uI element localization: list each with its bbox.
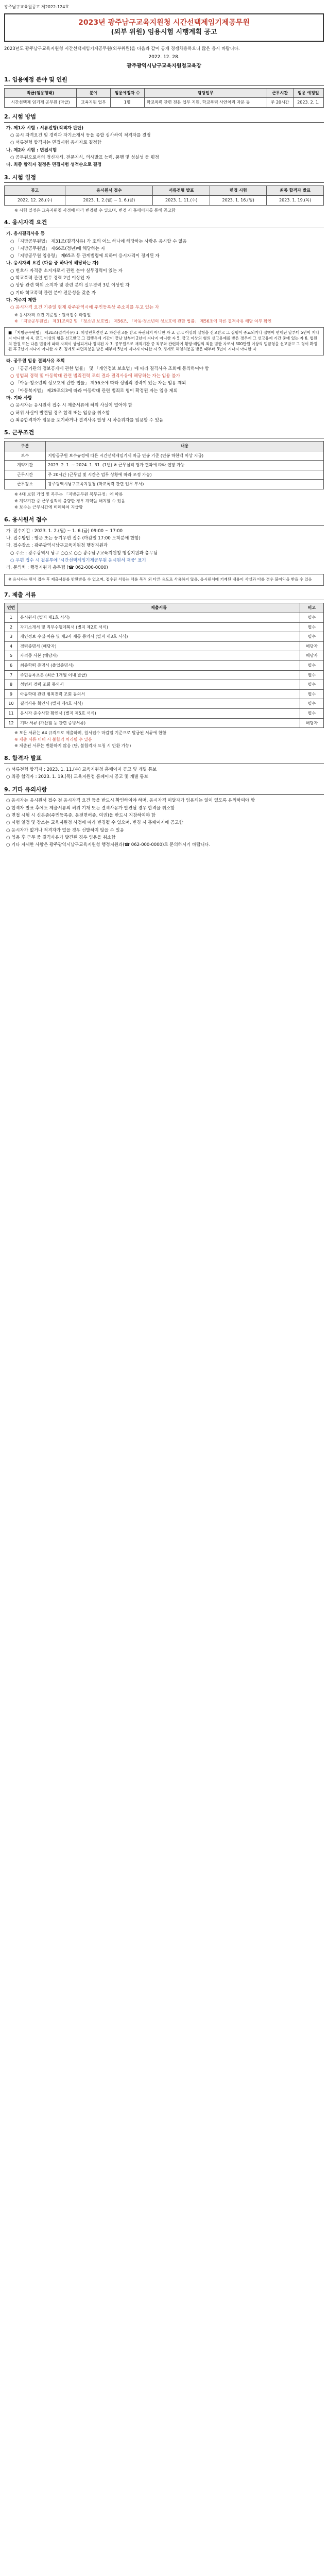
table-row xyxy=(5,480,324,489)
table-cell: 2023. 1. 2.(월) ~ 1. 6.(금) xyxy=(65,196,153,206)
col-header: 최종 합격자 발표 xyxy=(267,186,324,196)
list-item: 나. 응시자격 요건 (다음 중 하나에 해당하는 자) xyxy=(6,261,99,266)
table-row xyxy=(5,661,324,671)
section-title: 9. 기타 유의사항 xyxy=(4,786,324,795)
list-item: 가. 접수기간 : 2023. 1. 2.(월) ~ 1. 6.(금) 09:00 ~ 17:00 xyxy=(6,528,123,534)
table-cell: 10 xyxy=(5,699,18,709)
title-line1: 2023년 광주남구교육지원청 시간선택제임기제공무원 xyxy=(78,18,250,27)
list-item: ○ 기타 학교폭력 관련 분야 전문성을 갖춘 자 xyxy=(10,290,96,296)
table-cell: 2023. 1. 11.(수) xyxy=(153,196,210,206)
table-cell: 5 xyxy=(5,651,18,661)
note: ※ 시험 일정은 교육지원청 사정에 따라 변경될 수 있으며, 변경 시 홈페이지를 통해 공고함 xyxy=(14,208,176,213)
notice-date: 2022. 12. 28. xyxy=(148,55,180,60)
section-exam-method xyxy=(4,113,324,168)
list-item: 나. 제2차 시험 : 면접시험 xyxy=(6,147,57,153)
table-cell: 필수 xyxy=(300,661,324,671)
col-header: 연번 xyxy=(5,603,18,613)
note: ※ 계약기간 중 근무실적이 불량한 경우 계약을 해지할 수 있음 xyxy=(14,498,126,503)
list-item: ○ 성범죄 경력 및 아동학대 관련 범죄전력 조회 결과 결격사유에 해당하는 자는 임용 불가 xyxy=(10,373,180,379)
table-row xyxy=(5,632,324,642)
table-cell: 경력증명서 (해당자) xyxy=(18,641,300,651)
table-row xyxy=(5,98,324,108)
title-line2: (외부 위원) 임용시험 시행계획 공고 xyxy=(111,28,217,36)
section-eligibility xyxy=(4,218,324,423)
list-item: ○ 우편 접수 시 겉봉투에 '시간선택제임기제공무원 응시원서 재중' 표기 xyxy=(10,558,146,563)
table-cell: 필수 xyxy=(300,708,324,718)
table-cell: 8 xyxy=(5,680,18,690)
table-cell: 근무장소 xyxy=(5,480,46,489)
documents-table xyxy=(4,603,324,728)
table-cell: 2023. 2. 1. ~ 2024. 1. 31. (1년) ※ 근무실적 평가 결과에 따라 연장 가능 xyxy=(46,461,324,470)
section-announcement xyxy=(4,754,324,781)
list-item: ○ 응시자격 요건 기준일 현재 광주광역시에 주민등록상 주소지를 두고 있는 자 xyxy=(10,305,159,311)
table-cell: 1 xyxy=(5,613,18,623)
list-item: ○ 기타 자세한 사항은 광주광역시남구교육지원청 행정지원과(☎ 062-000-0000)로 문의하시기 바랍니다. xyxy=(6,842,211,848)
table-cell: 보수 xyxy=(5,451,46,461)
list-item: 가. 제1차 시험 : 서류전형(적격자 판단) xyxy=(6,125,84,131)
conditions-table xyxy=(4,441,324,489)
issuing-org: 광주광역시남구교육지원청교육장 xyxy=(127,63,201,70)
section-application xyxy=(4,516,324,586)
list-item: ○ 응시자가 없거나 적격자가 없을 경우 선발하지 않을 수 있음 xyxy=(6,827,124,833)
table-row xyxy=(5,470,324,480)
table-cell: 필수 xyxy=(300,670,324,680)
table-cell: 필수 xyxy=(300,622,324,632)
note: ※ 4대 보험 가입 및 복무는 「지방공무원 복무규정」에 따름 xyxy=(14,492,123,497)
col-header: 비고 xyxy=(300,603,324,613)
table-cell: 해당자 xyxy=(300,651,324,661)
notice-page xyxy=(0,0,328,860)
table-row xyxy=(5,670,324,680)
table-cell: 2023. 1. 16.(월) xyxy=(210,196,267,206)
application-note-box: ※ 응시자는 원서 접수 후 제출서류를 반환받을 수 없으며, 접수된 서류는 채용 목적 외 다른 용도로 사용하지 않음. 응시원서에 기재된 내용이 사실과 다를 경우 불이익을 받을 수 있음 xyxy=(4,574,324,586)
col-header: 서류전형 발표 xyxy=(153,186,210,196)
list-item: ○ 최종 합격자 : 2023. 1. 19.(목) 교육지원청 홈페이지 공고 및 개별 통보 xyxy=(6,774,148,780)
section-title: 6. 응시원서 접수 xyxy=(4,516,324,526)
table-cell: 3 xyxy=(5,632,18,642)
table-cell: 필수 xyxy=(300,699,324,709)
note: ※ 모든 서류는 A4 규격으로 제출하며, 원서접수 마감일 기준으로 발급된 서류에 한함 xyxy=(14,731,167,736)
list-item: ○ 「지방공무원 임용령」 제65조 등 관계법령에 의하여 응시자격이 정지된 자 xyxy=(10,253,160,259)
table-cell: 개인정보 수집·이용 및 제3자 제공 동의서 (별지 제3호 서식) xyxy=(18,632,300,642)
section-title: 4. 응시자격 요건 xyxy=(4,218,324,228)
table-cell: 4 xyxy=(5,641,18,651)
note: ※ 보수는 근무시간에 비례하여 지급함 xyxy=(14,505,83,510)
table-cell: 주 20시간 xyxy=(267,98,293,108)
table-cell: 근무시간 xyxy=(5,470,46,480)
list-item: 다. 접수장소 : 광주광역시남구교육지원청 행정지원과 xyxy=(6,543,108,549)
disqualification-box: ■ 「지방공무원법」 제31조(결격사유) 1. 피성년후견인 2. 파산선고를 받고 복권되지 아니한 자 3. 금고 이상의 실형을 선고받고 그 집행이 종료되거나 집행이 면제된 날부터 5년이 지나지 아니한 자 4. 금고 이상의 형을 선고받고 그 집행유예 기간이 끝난 날부터 2년이 지나지 아니한 자 5. 금고 이상의 형의 선고유예를 받은 경우에 그 선고유예 기간 중에 있는 자 6. 법원의 판결 또는 다른 법률에 따라 자격이 상실되거나 정지된 자 7. 공무원으로 재직기간 중 직무와 관련하여 횡령·배임의 죄를 범한 자로서 300만원 이상의 벌금형을 선고받고 그 형이 확정된 후 2년이 지나지 아니한 자 8. 징계로 파면처분을 받은 때부터 5년이 지나지 아니한 자 9. 징계로 해임처분을 받은 때부터 3년이 지나지 아니한 자 xyxy=(4,327,324,356)
table-cell: 시간선택제 임기제 공무원 (마급) xyxy=(5,98,77,108)
notice-number: 광주남구교육원공고 제2022-124호 xyxy=(4,5,70,9)
table-row xyxy=(5,651,324,661)
section-title: 3. 시험 일정 xyxy=(4,174,324,183)
list-item: ○ 면접 시험 시 신분증(주민등록증, 운전면허증, 여권)을 반드시 지참하여야 함 xyxy=(6,813,156,819)
table-cell: 계약기간 xyxy=(5,461,46,470)
table-cell: 성범죄 경력 조회 동의서 xyxy=(18,680,300,690)
table-cell: 주 20시간 (근무일 및 시간은 업무 상황에 따라 조정 가능) xyxy=(46,470,324,480)
section-work-conditions xyxy=(4,429,324,511)
table-cell: 기타 서류 (가산점 등 관련 증빙서류) xyxy=(18,718,300,728)
list-item: ○ 시험 일정 및 장소는 교육지원청 사정에 따라 변경될 수 있으며, 변경 시 홈페이지에 공고함 xyxy=(6,820,183,826)
col-header: 임용예정자 수 xyxy=(110,88,144,98)
table-header-row xyxy=(5,442,324,451)
list-item: ○ 임용 후 근무 중 결격사유가 발견된 경우 임용을 취소함 xyxy=(6,835,116,840)
section-positions xyxy=(4,76,324,108)
table-row xyxy=(5,451,324,461)
list-item: 다. 최종 합격자 결정은 면접시험 성적순으로 결정 xyxy=(6,162,102,168)
table-cell: 12 xyxy=(5,718,18,728)
section-other-notes xyxy=(4,786,324,849)
table-cell: 1명 xyxy=(110,98,144,108)
list-item: ○ 서류전형 합격자 : 2023. 1. 11.(수) 교육지원청 홈페이지 공고 및 개별 통보 xyxy=(6,767,157,772)
list-item: ○ 응시 자격요건 및 경력과 자기소개서 등을 종합 심사하여 적격자를 결정 xyxy=(10,132,151,138)
col-header: 공고 xyxy=(5,186,65,196)
list-item: ○ 합격자 발표 후에도 제출서류의 허위 기재 또는 결격사유가 발견될 경우 합격을 취소함 xyxy=(6,805,175,811)
table-cell: 응시자 준수사항 확인서 (별지 제5호 서식) xyxy=(18,708,300,718)
table-cell: 학교폭력 관련 전문 업무 지원, 학교폭력 사안처리 자문 등 xyxy=(144,98,267,108)
title-box xyxy=(4,13,324,42)
list-item: 라. 공무원 임용 결격사유 조회 xyxy=(6,359,65,364)
col-header: 구분 xyxy=(5,442,46,451)
col-header: 근무시간 xyxy=(267,88,293,98)
list-item: ○ 「공공기관의 정보공개에 관한 법률」 및 「개인정보 보호법」에 따라 결격사유 조회에 동의하여야 함 xyxy=(10,366,209,371)
table-row xyxy=(5,718,324,728)
list-item: ○ 변호사 자격증 소지자로서 관련 분야 실무경력이 있는 자 xyxy=(10,268,123,274)
table-cell: 아동학대 관련 범죄전력 조회 동의서 xyxy=(18,689,300,699)
table-cell: 결격사유 확인서 (별지 제4호 서식) xyxy=(18,699,300,709)
col-header: 면접 시험 xyxy=(210,186,267,196)
table-row xyxy=(5,689,324,699)
col-header: 담당업무 xyxy=(144,88,267,98)
table-cell: 지방공무원 보수규정에 따른 시간선택제임기제 마급 연봉 기준 (연봉 하한액 이상 지급) xyxy=(46,451,324,461)
list-item: ○ 상담 관련 학위 소지자 및 관련 분야 실무경력 3년 이상인 자 xyxy=(10,283,130,289)
table-cell: 필수 xyxy=(300,689,324,699)
list-item: 라. 문의처 : 행정지원과 총무팀 (☎ 062-000-0000) xyxy=(6,565,108,571)
note: ※ 제출 서류 미비 시 불합격 처리될 수 있음 xyxy=(14,737,92,742)
table-row xyxy=(5,461,324,470)
col-header: 제출서류 xyxy=(18,603,300,613)
list-item: ○ 서류전형 합격자는 면접시험 응시자로 결정함 xyxy=(10,140,101,146)
table-cell: 2023. 2. 1. xyxy=(293,98,323,108)
table-cell: 필수 xyxy=(300,632,324,642)
table-header-row xyxy=(5,88,324,98)
table-cell: 11 xyxy=(5,708,18,718)
table-cell: 6 xyxy=(5,661,18,671)
list-item: ※ 「지방공무원법」 제31조의2 및 「청소년 보호법」 제56조, 「아동·청소년의 성보호에 관한 법률」 제56조에 따른 결격사유 해당 여부 확인 xyxy=(14,319,272,324)
list-item: ○ 「지방공무원법」 제31조(결격사유) 각 호의 어느 하나에 해당하는 사람은 응시할 수 없음 xyxy=(10,239,187,244)
table-cell: 주민등록초본 (최근 1개월 이내 발급) xyxy=(18,670,300,680)
schedule-table xyxy=(4,185,324,205)
list-item: ○ 학교폭력 관련 업무 경력 2년 이상인 자 xyxy=(10,276,90,281)
col-header: 임용 예정일 xyxy=(293,88,323,98)
table-row xyxy=(5,196,324,206)
col-header: 직급(임용형태) xyxy=(5,88,77,98)
table-cell: 2023. 1. 19.(목) xyxy=(267,196,324,206)
section-documents xyxy=(4,591,324,749)
list-item: ○ 최종합격자가 임용을 포기하거나 결격사유 발생 시 차순위자를 임용할 수 있음 xyxy=(10,417,164,423)
table-header-row xyxy=(5,186,324,196)
list-item: ○ 「지방공무원법」 제66조(정년)에 해당하는 자 xyxy=(10,246,106,251)
list-item: 가. 응시결격사유 등 xyxy=(6,231,45,237)
section-title: 7. 제출 서류 xyxy=(4,591,324,601)
table-cell: 해당자 xyxy=(300,718,324,728)
list-item: ○ 「아동·청소년의 성보호에 관한 법률」 제56조에 따라 성범죄 경력이 있는 자는 임용 제외 xyxy=(10,381,186,386)
list-item: 다. 거주지 제한 xyxy=(6,298,37,303)
table-cell: 교육지원 업무 xyxy=(76,98,110,108)
note: ※ 제출된 서류는 반환하지 않음 (단, 불합격자 요청 시 반환 가능) xyxy=(14,743,131,749)
list-item: ○ 「아동복지법」 제29조의3에 따라 아동학대 관련 범죄로 형이 확정된 자는 임용 제외 xyxy=(10,388,178,394)
col-header: 분야 xyxy=(76,88,110,98)
section-title: 1. 임용예정 분야 및 인원 xyxy=(4,76,324,86)
section-title: 5. 근무조건 xyxy=(4,429,324,438)
table-row xyxy=(5,622,324,632)
section-schedule xyxy=(4,174,324,214)
table-cell: 해당자 xyxy=(300,641,324,651)
col-header: 응시원서 접수 xyxy=(65,186,153,196)
table-cell: 2 xyxy=(5,622,18,632)
table-row xyxy=(5,641,324,651)
table-cell: 광주광역시남구교육지원청 (학교폭력 관련 업무 부서) xyxy=(46,480,324,489)
list-item: ○ 응시자는 응시원서 접수 전 응시자격 요건 등을 반드시 확인하여야 하며, 응시자격 미달자가 임용되는 일이 없도록 유의하여야 함 xyxy=(6,798,255,804)
table-row xyxy=(5,680,324,690)
list-item: ※ 응시자격 요건 기준일 : 원서접수 마감일 xyxy=(14,312,91,317)
table-cell: 2022. 12. 28.(수) xyxy=(5,196,65,206)
list-item: ○ 허위 사실이 발견될 경우 합격 또는 임용을 취소함 xyxy=(10,410,110,416)
table-cell: 필수 xyxy=(300,613,324,623)
table-cell: 자격증 사본 (해당자) xyxy=(18,651,300,661)
table-cell: 필수 xyxy=(300,680,324,690)
table-row xyxy=(5,699,324,709)
list-item: ○ 공무원으로서의 정신자세, 전문지식, 의사발표 능력, 품행 및 성실성 등 평정 xyxy=(10,155,159,160)
table-cell: 자기소개서 및 직무수행계획서 (별지 제2호 서식) xyxy=(18,622,300,632)
list-item: 마. 기타 사항 xyxy=(6,395,32,401)
list-item: 나. 접수방법 : 방문 또는 등기우편 접수 (마감일 17:00 도착분에 한함) xyxy=(6,536,141,541)
table-cell: 9 xyxy=(5,689,18,699)
section-title: 8. 합격자 발표 xyxy=(4,754,324,764)
table-cell: 7 xyxy=(5,670,18,680)
table-header-row xyxy=(5,603,324,613)
table-row xyxy=(5,613,324,623)
intro-text: 2023년도 광주남구교육지원청 시간선택제임기제공무원(외부위원)을 다음과 같이 공개 경쟁채용하오니 많은 응시 바랍니다. xyxy=(4,46,240,52)
section-title: 2. 시험 방법 xyxy=(4,113,324,123)
table-cell: 최종학력 증명서 (졸업증명서) xyxy=(18,661,300,671)
table-cell: 응시원서 (별지 제1호 서식) xyxy=(18,613,300,623)
positions-table xyxy=(4,88,324,108)
list-item: ○ 응시자는 응시원서 접수 시 제출서류에 허위 사실이 없어야 함 xyxy=(10,403,133,409)
list-item: ○ 주소 : 광주광역시 남구 ○○로 ○○ 광주남구교육지원청 행정지원과 총무팀 xyxy=(10,550,158,556)
table-row xyxy=(5,708,324,718)
col-header: 내용 xyxy=(46,442,324,451)
